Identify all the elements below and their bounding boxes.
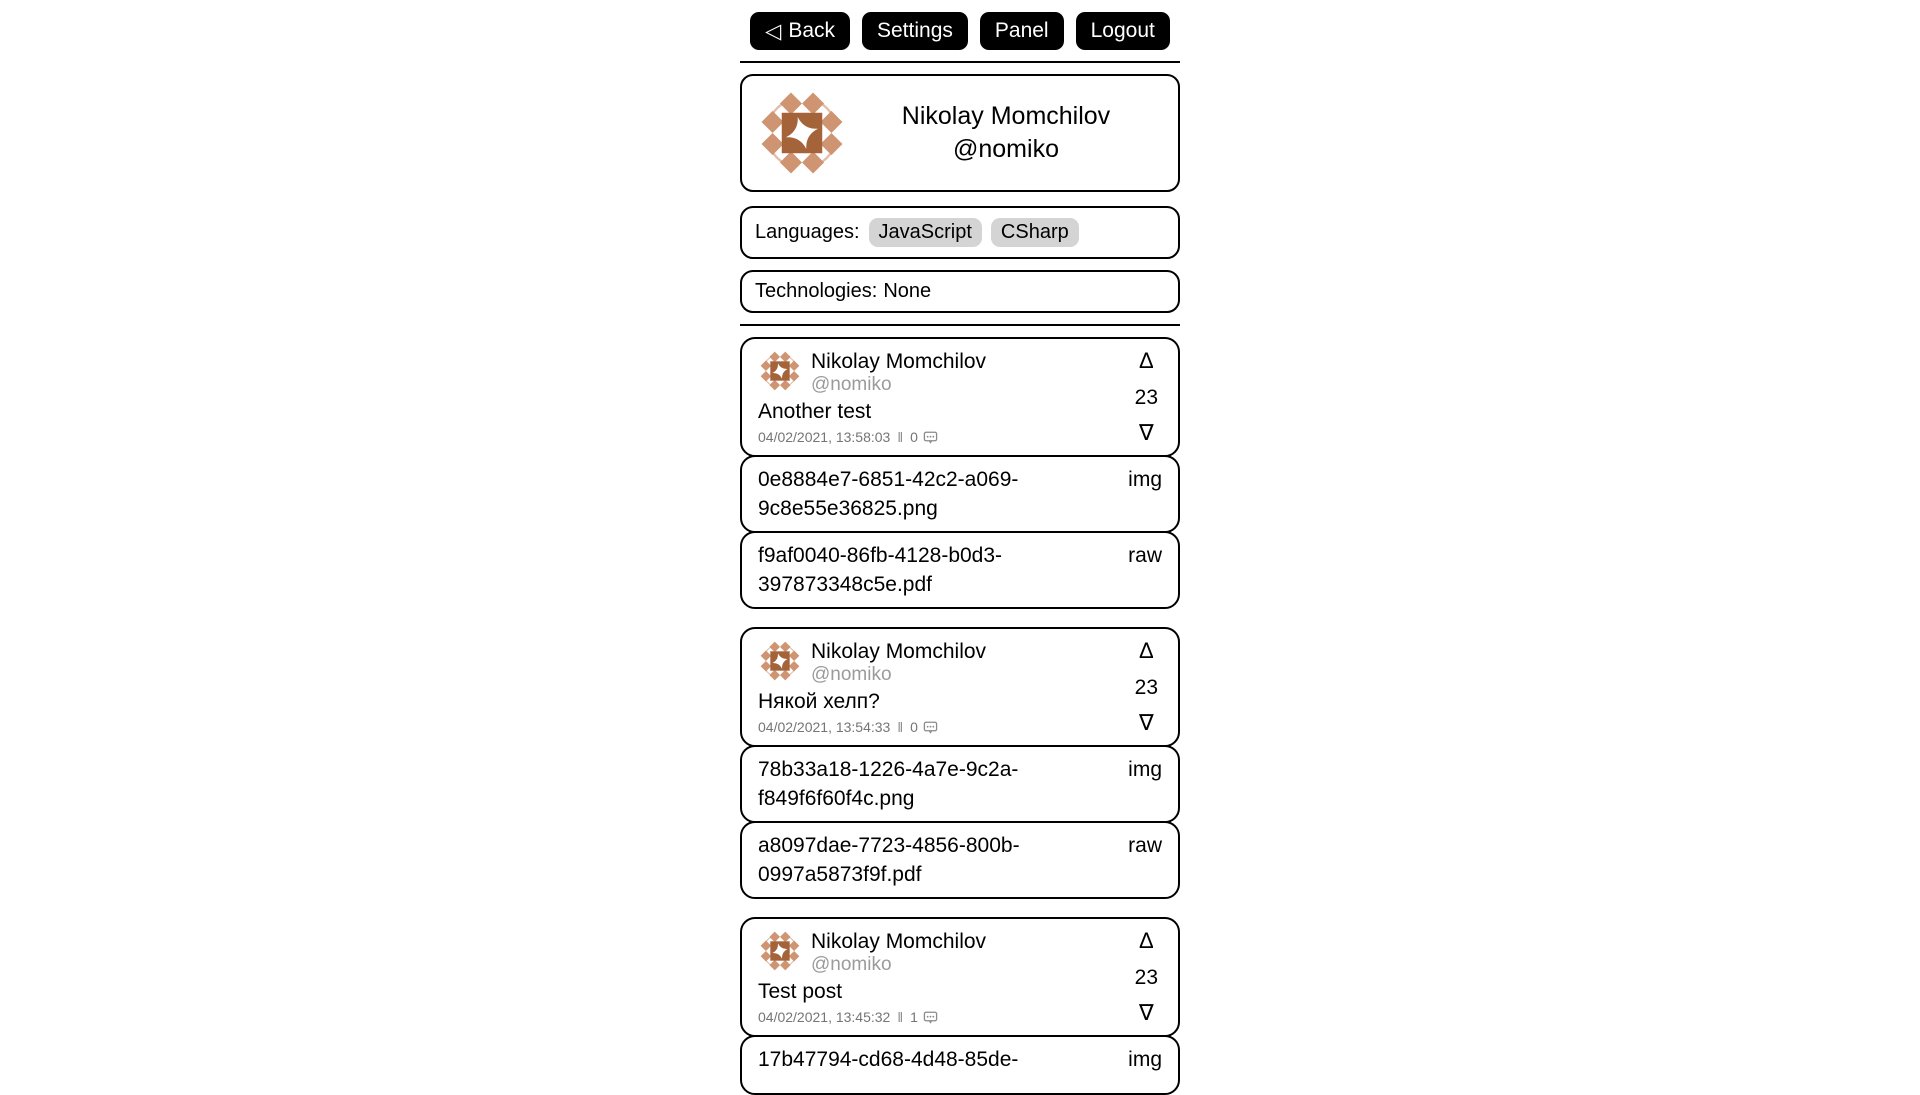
downvote-button[interactable]: ∇ — [1138, 710, 1154, 735]
posts-divider — [740, 324, 1180, 326]
languages-label: Languages: — [755, 221, 860, 243]
post-avatar — [758, 639, 802, 683]
logout-button[interactable]: Logout — [1076, 12, 1170, 50]
top-divider — [740, 61, 1180, 63]
panel-button[interactable]: Panel — [980, 12, 1064, 50]
profile-username: @nomiko — [953, 135, 1059, 163]
post-card[interactable] — [740, 917, 1180, 1037]
attachment-row[interactable] — [740, 745, 1180, 823]
settings-button[interactable]: Settings — [862, 12, 968, 50]
post-group — [740, 627, 1180, 899]
technologies-value: None — [883, 280, 932, 302]
post-author-block — [811, 349, 986, 395]
post-header — [758, 639, 1162, 685]
attachment-row[interactable] — [740, 1035, 1180, 1095]
back-button[interactable] — [750, 12, 850, 50]
technologies-label: Technologies: — [755, 280, 878, 302]
post-avatar — [758, 349, 802, 393]
post-meta — [758, 719, 1162, 735]
attachment-type-badge: img — [1128, 1048, 1162, 1071]
profile-name: Nikolay Momchilov — [901, 102, 1111, 130]
post-username: @nomiko — [811, 954, 892, 975]
profile-avatar — [756, 87, 848, 179]
attachment-row[interactable] — [740, 821, 1180, 899]
vote-column — [1135, 349, 1158, 445]
main-column — [740, 0, 1180, 1095]
technologies-card — [740, 270, 1180, 313]
vote-count: 23 — [1134, 675, 1158, 699]
attachment-filename: f9af0040-86fb-4128-b0d3-397873348c5e.pdf — [758, 544, 1003, 596]
post-author-block — [811, 639, 986, 685]
post-timestamp: 04/02/2021, 13:54:33 — [758, 719, 891, 735]
comment-count: 1 — [910, 1009, 918, 1025]
vote-column — [1135, 639, 1158, 735]
upvote-button[interactable]: Δ — [1138, 928, 1154, 953]
meta-separator-icon: ‖ — [897, 719, 904, 735]
comment-bubble-icon — [923, 1011, 938, 1024]
upvote-button[interactable]: Δ — [1138, 638, 1154, 663]
attachment-filename: 0e8884e7-6851-42c2-a069-9c8e55e36825.png — [758, 468, 1019, 520]
attachment-type-badge: img — [1128, 758, 1162, 781]
back-arrow-icon: ◁ — [765, 19, 782, 43]
post-title: Another test — [758, 400, 872, 423]
profile-names — [848, 100, 1164, 166]
attachment-filename: a8097dae-7723-4856-800b-0997a5873f9f.pdf — [758, 834, 1020, 886]
attachment-filename: 78b33a18-1226-4a7e-9c2a-f849f6f60f4c.png — [758, 758, 1019, 810]
post-username: @nomiko — [811, 374, 892, 395]
comment-count: 0 — [910, 429, 918, 445]
attachment-type-badge: img — [1128, 468, 1162, 491]
post-author: Nikolay Momchilov — [811, 640, 987, 663]
post-author: Nikolay Momchilov — [811, 930, 987, 953]
post-avatar — [758, 929, 802, 973]
post-group — [740, 917, 1180, 1095]
attachment-type-badge: raw — [1128, 544, 1162, 567]
post-meta — [758, 1009, 1162, 1025]
language-tag-javascript: JavaScript — [869, 218, 982, 247]
meta-separator-icon: ‖ — [897, 429, 904, 445]
downvote-button[interactable]: ∇ — [1138, 420, 1154, 445]
post-timestamp: 04/02/2021, 13:45:32 — [758, 1009, 891, 1025]
post-username: @nomiko — [811, 664, 892, 685]
post-meta — [758, 429, 1162, 445]
attachment-row[interactable] — [740, 455, 1180, 533]
languages-card — [740, 206, 1180, 259]
toolbar — [740, 0, 1180, 50]
post-card[interactable] — [740, 627, 1180, 747]
vote-count: 23 — [1134, 385, 1158, 409]
vote-column — [1135, 929, 1158, 1025]
comment-bubble-icon — [923, 721, 938, 734]
meta-separator-icon: ‖ — [897, 1009, 904, 1025]
attachment-type-badge: raw — [1128, 834, 1162, 857]
downvote-button[interactable]: ∇ — [1138, 1000, 1154, 1025]
post-title: Test post — [758, 980, 843, 1003]
post-group — [740, 337, 1180, 609]
post-card[interactable] — [740, 337, 1180, 457]
post-header — [758, 929, 1162, 975]
vote-count: 23 — [1134, 965, 1158, 989]
back-button-label: Back — [788, 19, 835, 42]
post-timestamp: 04/02/2021, 13:58:03 — [758, 429, 891, 445]
attachment-row[interactable] — [740, 531, 1180, 609]
post-author-block — [811, 929, 986, 975]
post-header — [758, 349, 1162, 395]
profile-card — [740, 74, 1180, 192]
comment-bubble-icon — [923, 431, 938, 444]
post-author: Nikolay Momchilov — [811, 350, 987, 373]
comment-count: 0 — [910, 719, 918, 735]
upvote-button[interactable]: Δ — [1138, 348, 1154, 373]
post-title: Някой хелп? — [758, 690, 880, 713]
attachment-filename: 17b47794-cd68-4d48-85de- — [758, 1048, 1019, 1071]
language-tag-csharp: CSharp — [991, 218, 1079, 247]
